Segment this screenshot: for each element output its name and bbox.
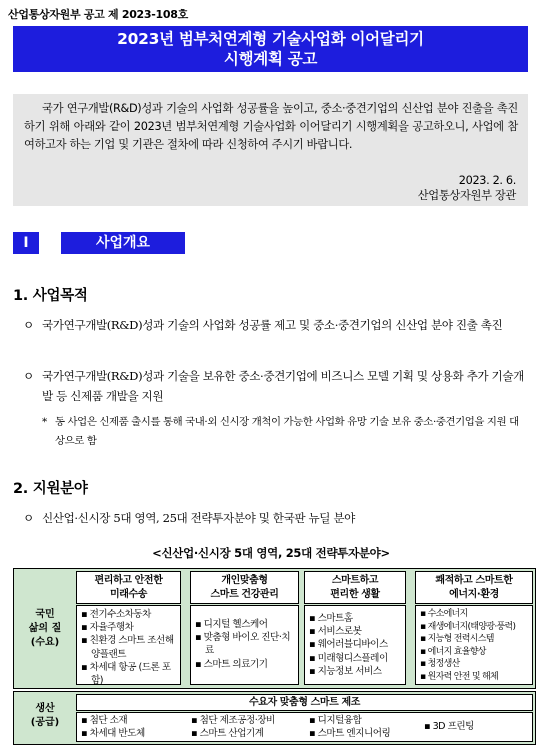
purpose-heading: 1. 사업목적 xyxy=(13,288,88,304)
col1-head-line-1: 편리하고 안전한 xyxy=(94,575,163,586)
list-item: ▪ 스마트 산업기계 xyxy=(191,728,264,740)
notice-number: 산업통상자원부 공고 제 2023-108호 xyxy=(8,8,188,21)
col3-head-line-1: 스마트하고 xyxy=(331,575,379,586)
supply-label-line-2: (공급) xyxy=(30,717,60,728)
col4-head xyxy=(415,571,533,604)
list-item: ▪ 청정생산 xyxy=(420,659,460,670)
supply-head: 수요자 맞춤형 스마트 제조 xyxy=(76,694,533,711)
purpose-bullet-1 xyxy=(23,315,528,335)
list-item: ▪ 차세대 항공 (드론 포함) xyxy=(81,661,171,687)
demand-label-line-1: 국민 xyxy=(35,609,55,620)
bullet-text: 신산업·신시장 5대 영역, 25대 전략투자분야 및 한국판 뉴딜 분야 xyxy=(42,511,355,525)
bullet-text: 국가연구개발(R&D)성과 기술의 사업화 성공률 제고 및 중소·중견기업의 신산업 분야 진출 촉진 xyxy=(42,318,503,332)
col3-head xyxy=(304,571,406,604)
supply-label-line-1: 생산 xyxy=(35,703,55,714)
title-line-2: 시행계획 공고 xyxy=(223,50,318,68)
sub-note-text: 동 사업은 신제품 출시를 통해 국내·외 신시장 개척이 가능한 사업화 유망 기술 보유 중소·중견기업을 지원 대상으로 함 xyxy=(55,416,519,447)
col1-items xyxy=(76,605,181,685)
purpose-bullet-2 xyxy=(23,366,528,406)
list-item: ▪ 스마트홈 xyxy=(309,613,353,624)
intro-box xyxy=(13,94,528,206)
list-item: ▪ 수소에너지 xyxy=(420,609,468,619)
purpose-sub-note xyxy=(42,413,528,451)
list-item: ▪ 첨단 소재 xyxy=(81,715,128,726)
bullet-text: 국가연구개발(R&D)성과 기술을 보유한 중소·중견기업에 비즈니스 모델 기획 및 상용화 추가 기술개발 등 신제품 개발을 지원 xyxy=(42,369,524,403)
notice-date: 2023. 2. 6. xyxy=(458,174,516,187)
section-number: Ⅰ xyxy=(13,232,39,254)
col2-head xyxy=(190,571,299,604)
list-item: ▪ 3D 프린팅 xyxy=(424,721,474,732)
issuer: 산업통상자원부 장관 xyxy=(417,189,516,202)
supply-group-3 xyxy=(309,714,424,740)
col1-head xyxy=(76,571,181,604)
list-item: ▪ 스마트 엔지니어링 xyxy=(309,728,391,740)
section-title: 사업개요 xyxy=(61,232,185,254)
support-bullet xyxy=(23,508,528,528)
list-item: ▪ 미래형디스플레이 xyxy=(309,652,388,664)
list-item: ▪ 재생에너지(태양광·풍력) xyxy=(420,621,516,632)
bullet-marker: ㅇ xyxy=(23,318,34,332)
support-heading: 2. 지원분야 xyxy=(13,481,88,497)
intro-text: 국가 연구개발(R&D)성과 기술의 사업화 성공률을 높이고, 중소·중견기업의 신산업 분야 진출을 촉진하기 위해 아래와 같이 2023년 범부처연계형 기술사업화 이어달리기 시행계획을 공고하오니, 사업에 참여하고자 하는 기업 및 기관은 절차에 따라 신청하여 주시기 바랍니다. xyxy=(24,102,518,151)
col4-items xyxy=(415,605,533,685)
sub-note-marker: * xyxy=(42,416,47,428)
col4-head-line-2: 에너지·환경 xyxy=(449,589,499,600)
supply-group-1 xyxy=(81,714,181,740)
demand-label-line-2: 삶의 질 xyxy=(28,623,62,634)
col2-head-line-1: 개인맞춤형 xyxy=(221,575,268,586)
title-line-1: 2023년 범부처연계형 기술사업화 이어달리기 xyxy=(117,30,424,48)
supply-group-2 xyxy=(191,714,306,740)
demand-row-panel xyxy=(13,568,536,689)
supply-row-label xyxy=(14,702,76,730)
list-item: ▪ 지능형 전력시스템 xyxy=(420,634,494,645)
col1-head-line-2: 미래수송 xyxy=(109,589,148,600)
supply-group-4 xyxy=(424,720,524,733)
list-item: ▪ 친환경 스마트 조선해양플랜트 xyxy=(81,635,174,660)
list-item: ▪ 첨단 제조공정·장비 xyxy=(191,715,275,726)
col3-head-line-2: 편리한 생활 xyxy=(330,589,380,600)
list-item: ▪ 서비스로봇 xyxy=(309,626,362,638)
supply-row-panel xyxy=(13,691,536,745)
col2-head-line-2: 스마트 건강관리 xyxy=(210,589,279,600)
intro-signature xyxy=(418,173,516,203)
diagram-title: <신산업·신시장 5대 영역, 25대 전략투자분야> xyxy=(152,546,390,560)
list-item: ▪ 맞춤형 바이오 진단·치료 xyxy=(195,632,291,657)
list-item: ▪ 차세대 반도체 xyxy=(81,728,145,740)
col2-items xyxy=(190,605,299,685)
list-item: ▪ 디지털 헬스케어 xyxy=(195,619,268,630)
list-item: ▪ 지능정보 서비스 xyxy=(309,665,382,677)
list-item: ▪ 디지털융합 xyxy=(309,715,362,726)
list-item: ▪ 웨어러블디바이스 xyxy=(309,639,388,651)
list-item: ▪ 전기수소차동차 xyxy=(81,609,151,620)
bullet-marker: ㅇ xyxy=(23,369,34,383)
list-item: ▪ 자율주행차 xyxy=(81,622,134,634)
notice-title xyxy=(13,26,528,72)
list-item: ▪ 에너지 효율향상 xyxy=(420,646,486,657)
col3-items xyxy=(304,605,406,685)
list-item: ▪ 스마트 의료기기 xyxy=(195,658,268,670)
col4-head-line-1: 쾌적하고 스마트한 xyxy=(435,575,513,586)
list-item: ▪ 원자력 안전 및 해체 xyxy=(420,671,499,682)
demand-row-label xyxy=(14,608,76,650)
bullet-marker: ㅇ xyxy=(23,511,34,525)
demand-label-line-3: (수요) xyxy=(30,637,60,648)
supply-items xyxy=(76,712,533,742)
